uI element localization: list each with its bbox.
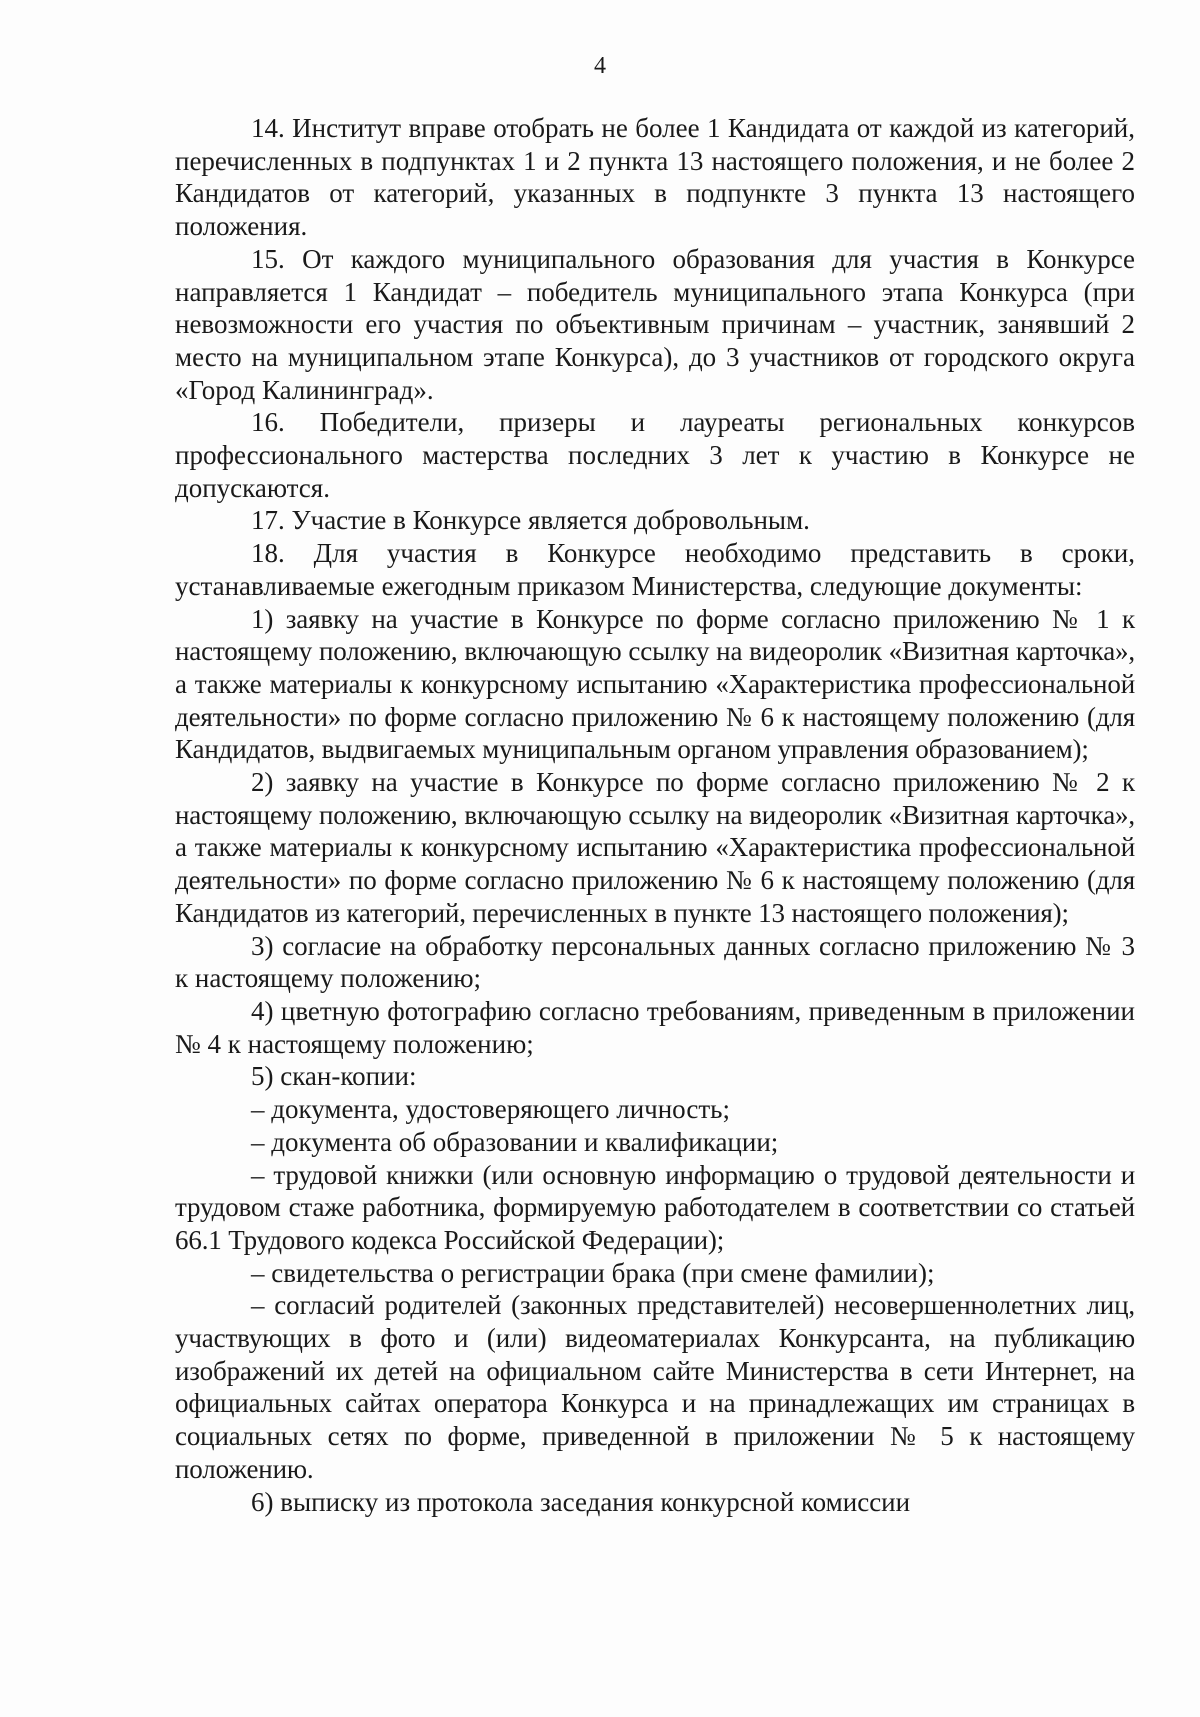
list-item-2: 2) заявку на участие в Конкурсе по форме согласно приложению № 2 к настоящему положению, включающую ссылку на видеоролик «Визитная карточка», а также материалы к конкурсному испытанию «Характеристика профессиональной деятельности» по форме согласно приложению № 6 к настоящему положению (для Кандидатов из категорий, перечисленных в пункте 13 настоящего положения); — [175, 767, 1135, 928]
paragraph-16: 16. Победители, призеры и лауреаты региональных конкурсов профессионального мастерства последних 3 лет к участию в Конкурсе не допускаются. — [175, 407, 1135, 503]
scan-copy-parental-consent: – согласий родителей (законных представителей) несовершеннолетних лиц, участвующих в фото и (или) видеоматериалах Конкурсанта, на публикацию изображений их детей на официальном сайте Министерства в сети Интернет, на официальных сайтах оператора Конкурса и на принадлежащих им страницах в социальных сетях по форме, приведенной в приложении № 5 к настоящему положению. — [175, 1290, 1135, 1484]
scan-copy-marriage: – свидетельства о регистрации брака (при смене фамилии); — [251, 1257, 935, 1288]
scan-copy-education: – документа об образовании и квалификации; — [251, 1126, 779, 1157]
list-item-6: 6) выписку из протокола заседания конкурсной комиссии — [251, 1486, 911, 1517]
paragraph-18: 18. Для участия в Конкурсе необходимо представить в сроки, устанавливаемые ежегодным приказом Министерства, следующие документы: — [175, 538, 1135, 601]
document-body — [175, 112, 1135, 1518]
paragraph-17: 17. Участие в Конкурсе является добровольным. — [251, 505, 810, 536]
paragraph-15: 15. От каждого муниципального образования для участия в Конкурсе направляется 1 Кандидат – победитель муниципального этапа Конкурса (при невозможности его участия по объективным причинам – участник, занявший 2 место на муниципальном этапе Конкурса), до 3 участников от городского округа «Город Калининград». — [175, 243, 1135, 405]
scan-copy-work-record: – трудовой книжки (или основную информацию о трудовой деятельности и трудовом стаже работника, формируемую работодателем в соответствии со статьей 66.1 Трудового кодекса Российской Федерации); — [175, 1159, 1135, 1255]
list-item-1: 1) заявку на участие в Конкурсе по форме согласно приложению № 1 к настоящему положению, включающую ссылку на видеоролик «Визитная карточка», а также материалы к конкурсному испытанию «Характеристика профессиональной деятельности» по форме согласно приложению № 6 к настоящему положению (для Кандидатов, выдвигаемых муниципальным органом управления образованием); — [175, 603, 1135, 765]
page-number: 4 — [594, 53, 606, 79]
scan-copy-identity: – документа, удостоверяющего личность; — [251, 1094, 730, 1125]
list-item-5: 5) скан-копии: — [251, 1061, 417, 1092]
paragraph-14: 14. Институт вправе отобрать не более 1 Кандидата от каждой из категорий, перечисленных в подпунктах 1 и 2 пункта 13 настоящего положения, и не более 2 Кандидатов от категорий, указанных в подпункте 3 пункта 13 настоящего положения. — [175, 113, 1135, 242]
list-item-4: 4) цветную фотографию согласно требованиям, приведенным в приложении № 4 к настоящему положению; — [175, 995, 1135, 1059]
list-item-3: 3) согласие на обработку персональных данных согласно приложению № 3 к настоящему положению; — [175, 930, 1135, 994]
